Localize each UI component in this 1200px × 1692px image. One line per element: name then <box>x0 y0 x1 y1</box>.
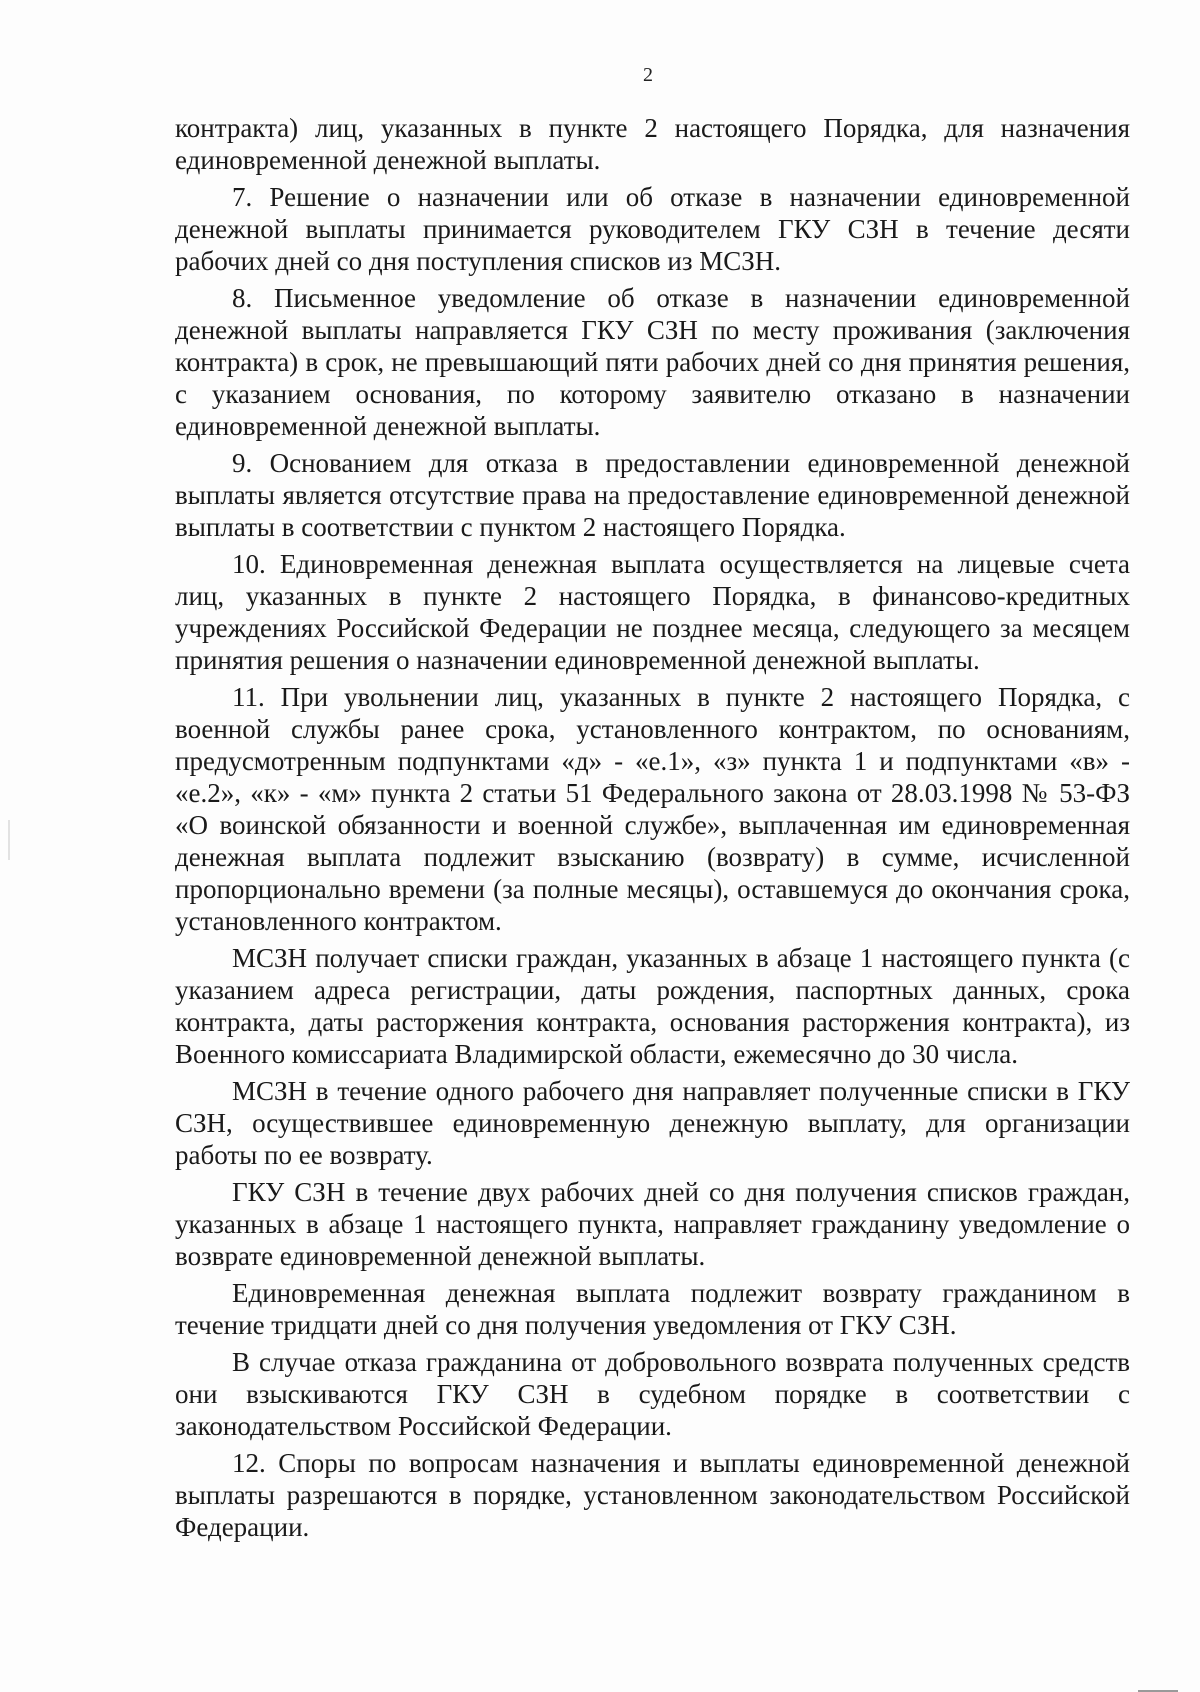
paragraph-item-11-abs-4: ГКУ СЗН в течение двух рабочих дней со дня получения списков граждан, указанных в абзаце 1 настоящего пункта, направляет гражданину уведомление о возврате единовременной денежной выплаты. <box>175 1177 1130 1271</box>
paragraph-item-11-abs-2: МСЗН получает списки граждан, указанных в абзаце 1 настоящего пункта (с указанием адреса регистрации, даты рождения, паспортных данных, срока контракта, даты расторжения контракта, основания расторжения контракта), из Военного комиссариата Владимирской области, ежемесячно до 30 числа. <box>175 943 1130 1069</box>
paragraph-item-11: 11. При увольнении лиц, указанных в пункте 2 настоящего Порядка, с военной службы ранее срока, установленного контрактом, по основаниям, предусмотренным подпунктами «д» - «е.1», «з» пункта 1 и подпунктами «в» - «е.2», «к» - «м» пункта 2 статьи 51 Федерального закона от 28.03.1998 № 53-ФЗ «О воинской обязанности и военной службе», выплаченная им единовременная денежная выплата подлежит взысканию (возврату) в сумме, исчисленной пропорционально времени (за полные месяцы), оставшемуся до окончания срока, установленного контрактом. <box>175 682 1130 936</box>
document-body <box>175 112 1130 1548</box>
paragraph-continuation: контракта) лиц, указанных в пункте 2 настоящего Порядка, для назначения единовременной денежной выплаты. <box>175 113 1130 175</box>
scan-artifact-left <box>8 820 10 860</box>
paragraph-item-11-abs-3: МСЗН в течение одного рабочего дня направляет полученные списки в ГКУ СЗН, осуществившее единовременную денежную выплату, для организации работы по ее возврату. <box>175 1076 1130 1170</box>
paragraph-item-12: 12. Споры по вопросам назначения и выплаты единовременной денежной выплаты разрешаются в порядке, установленном законодательством Российской Федерации. <box>175 1448 1130 1542</box>
paragraph-item-8: 8. Письменное уведомление об отказе в назначении единовременной денежной выплаты направляется ГКУ СЗН по месту проживания (заключения контракта) в срок, не превышающий пяти рабочих дней со дня принятия решения, с указанием основания, по которому заявителю отказано в назначении единовременной денежной выплаты. <box>175 283 1130 441</box>
paragraph-item-11-abs-5: Единовременная денежная выплата подлежит возврату гражданином в течение тридцати дней со дня получения уведомления от ГКУ СЗН. <box>175 1278 1130 1340</box>
paragraph-item-9: 9. Основанием для отказа в предоставлении единовременной денежной выплаты является отсутствие права на предоставление единовременной денежной выплаты в соответствии с пунктом 2 настоящего Порядка. <box>175 448 1130 542</box>
paragraph-item-11-abs-6: В случае отказа гражданина от добровольного возврата полученных средств они взыскиваются ГКУ СЗН в судебном порядке в соответствии с законодательством Российской Федерации. <box>175 1347 1130 1441</box>
paragraph-item-7: 7. Решение о назначении или об отказе в назначении единовременной денежной выплаты принимается руководителем ГКУ СЗН в течение десяти рабочих дней со дня поступления списков из МСЗН. <box>175 182 1130 276</box>
page-number: 2 <box>643 64 653 86</box>
paragraph-item-10: 10. Единовременная денежная выплата осуществляется на лицевые счета лиц, указанных в пункте 2 настоящего Порядка, в финансово-кредитных учреждениях Российской Федерации не позднее месяца, следующего за месяцем принятия решения о назначении единовременной денежной выплаты. <box>175 549 1130 675</box>
